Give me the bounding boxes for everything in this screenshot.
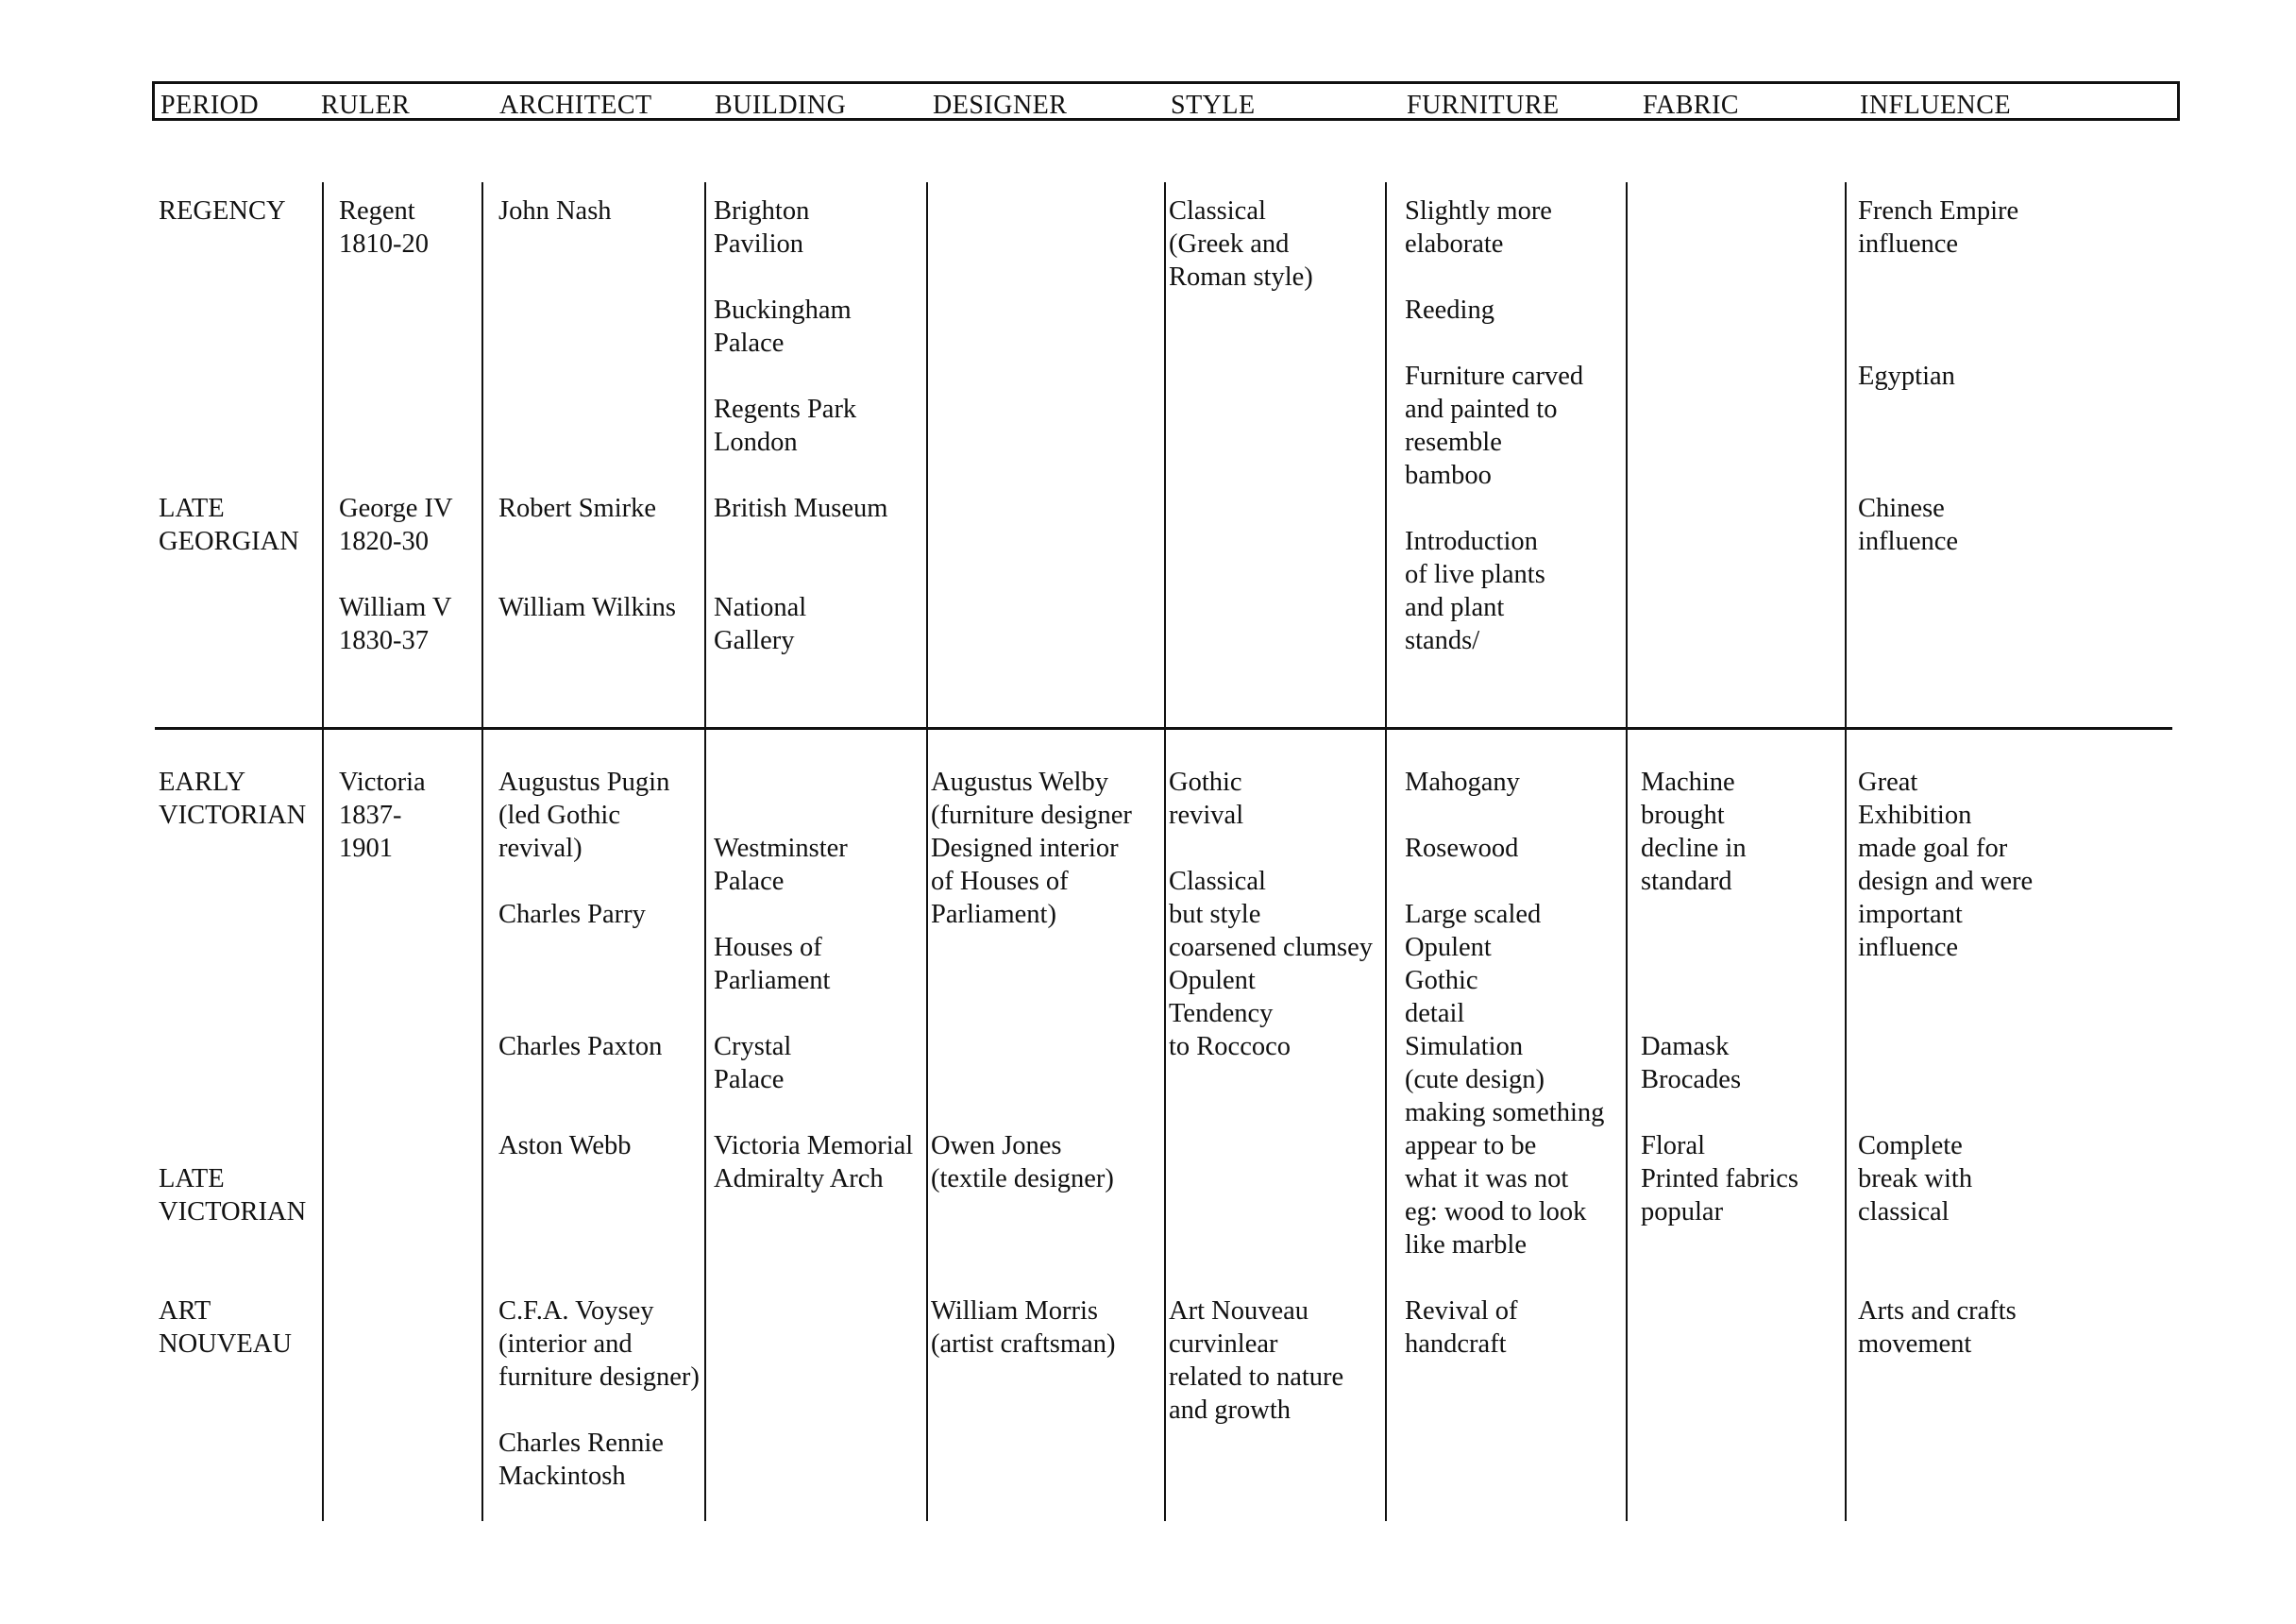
cell-line: popular (1641, 1197, 1724, 1226)
cell-line: C.F.A. Voysey (498, 1296, 654, 1326)
cell-line (1858, 327, 2018, 360)
cell-line (498, 1228, 700, 1261)
cell-line: Rosewood (1405, 834, 1519, 863)
cell-line: ART (159, 1296, 211, 1326)
header-ruler: RULER (321, 91, 411, 120)
cell-line (498, 1394, 700, 1427)
cell-line: Gallery (714, 626, 795, 655)
cell-line: Palace (714, 1065, 785, 1094)
cell-line (714, 360, 887, 393)
cell-line: VICTORIAN (159, 1197, 307, 1226)
cell-line: stands/ (1405, 626, 1480, 655)
cell-line: related to nature (1169, 1362, 1344, 1392)
cell-line (1169, 1195, 1373, 1228)
cell-line: Roman style) (1169, 262, 1313, 292)
cell-line: handcraft (1405, 1329, 1507, 1359)
cell-line: Arts and crafts (1858, 1296, 2017, 1326)
cell-line (931, 1096, 1132, 1129)
cell-line (159, 360, 299, 393)
cell-line: Reeding (1405, 296, 1494, 325)
cell-line (1169, 832, 1373, 865)
cell-line: George IV (339, 494, 453, 523)
cell-line (1405, 865, 1604, 898)
cell-line: Aston Webb (498, 1131, 632, 1160)
cell-line (1858, 1228, 2033, 1261)
cell-line: and growth (1169, 1396, 1292, 1425)
cell-line: Tendency (1169, 999, 1274, 1028)
cell-line (498, 1096, 700, 1129)
cell-line (339, 459, 453, 492)
cell-bottom-influence (1858, 766, 2033, 1361)
cell-line (1169, 1063, 1373, 1096)
cell-line: (artist craftsman) (931, 1329, 1116, 1359)
cell-line: to Roccoco (1169, 1032, 1292, 1061)
cell-line: Simulation (1405, 1032, 1524, 1061)
cell-line: William Wilkins (498, 593, 676, 622)
cell-line (498, 426, 676, 459)
cell-line (1405, 799, 1604, 832)
cell-line: Floral (1641, 1131, 1706, 1160)
cell-line: National (714, 593, 807, 622)
cell-line (931, 1063, 1132, 1096)
cell-line: elaborate (1405, 229, 1504, 259)
cell-line: Buckingham (714, 296, 852, 325)
cell-line: John Nash (498, 196, 612, 226)
cell-top-period (159, 195, 299, 558)
cell-line (498, 1195, 700, 1228)
cell-line: Westminster (714, 834, 848, 863)
cell-line: Designed interior (931, 834, 1119, 863)
cell-line: French Empire (1858, 196, 2019, 226)
cell-line: and plant (1405, 593, 1505, 622)
cell-line: LATE (159, 1164, 225, 1193)
cell-line: making something (1405, 1098, 1605, 1127)
cell-top-architect (498, 195, 676, 624)
cell-line: Charles Rennie (498, 1429, 664, 1458)
cell-line (159, 1261, 306, 1294)
cell-line: Pavilion (714, 229, 804, 259)
cell-line (1405, 327, 1583, 360)
cell-line: bamboo (1405, 461, 1492, 490)
cell-line (714, 898, 913, 931)
cell-line: decline in (1641, 834, 1747, 863)
cell-line: Gothic (1169, 768, 1242, 797)
column-divider-style (1164, 182, 1166, 1521)
cell-line: Large scaled (1405, 900, 1542, 929)
cell-line (159, 228, 299, 261)
cell-line (498, 997, 700, 1030)
cell-top-influence (1858, 195, 2018, 558)
cell-line (498, 558, 676, 591)
cell-bottom-style (1169, 766, 1373, 1427)
cell-line: influence (1858, 933, 1959, 962)
cell-line (1169, 1261, 1373, 1294)
cell-line: Brocades (1641, 1065, 1742, 1094)
cell-line: resemble (1405, 428, 1502, 457)
cell-line (498, 964, 700, 997)
cell-line (1641, 898, 1798, 931)
cell-line: GEORGIAN (159, 527, 299, 556)
cell-line: Parliament (714, 966, 831, 995)
cell-line (339, 261, 453, 294)
cell-line (714, 1096, 913, 1129)
section-separator (155, 727, 2172, 730)
cell-line: classical (1858, 1197, 1950, 1226)
cell-line (159, 865, 306, 898)
cell-line (498, 525, 676, 558)
cell-line: William Morris (931, 1296, 1098, 1326)
cell-line (498, 1162, 700, 1195)
cell-line (1858, 1096, 2033, 1129)
cell-line (931, 1195, 1132, 1228)
column-divider-architect (481, 182, 483, 1521)
cell-line (159, 931, 306, 964)
cell-bottom-period (159, 766, 306, 1361)
cell-line: (furniture designer (931, 801, 1132, 830)
cell-line (498, 1261, 700, 1294)
cell-line: (cute design) (1405, 1065, 1545, 1094)
cell-line: (led Gothic (498, 801, 621, 830)
cell-top-furniture (1405, 195, 1583, 657)
cell-line (1858, 294, 2018, 327)
cell-line: Opulent (1169, 966, 1256, 995)
cell-top-style (1169, 195, 1313, 294)
cell-line (1405, 1261, 1604, 1294)
cell-line (1858, 393, 2018, 426)
cell-line: and painted to (1405, 395, 1558, 424)
cell-bottom-designer (931, 766, 1132, 1361)
cell-line: Damask (1641, 1032, 1730, 1061)
cell-line: REGENCY (159, 196, 286, 226)
cell-line (159, 1030, 306, 1063)
cell-line (714, 997, 913, 1030)
cell-bottom-building (714, 766, 913, 1195)
cell-line: Mackintosh (498, 1462, 626, 1491)
cell-line (498, 228, 676, 261)
cell-line: Charles Paxton (498, 1032, 663, 1061)
cell-line (931, 1261, 1132, 1294)
cell-line (159, 1096, 306, 1129)
cell-line: but style (1169, 900, 1261, 929)
cell-line (1169, 1162, 1373, 1195)
cell-line: 1837- (339, 801, 402, 830)
cell-line: Brighton (714, 196, 810, 226)
cell-line (714, 459, 887, 492)
cell-line (1858, 1030, 2033, 1063)
cell-line (1169, 1228, 1373, 1261)
cell-line: Palace (714, 329, 785, 358)
cell-line (498, 327, 676, 360)
cell-line (1405, 492, 1583, 525)
cell-line: Complete (1858, 1131, 1963, 1160)
cell-line: Crystal (714, 1032, 792, 1061)
cell-line (931, 964, 1132, 997)
cell-line: Revival of (1405, 1296, 1518, 1326)
cell-line: Augustus Welby (931, 768, 1108, 797)
cell-line: Gothic (1405, 966, 1478, 995)
cell-line: furniture designer) (498, 1362, 700, 1392)
cell-line: coarsened clumsey (1169, 933, 1374, 962)
cell-line (1858, 1063, 2033, 1096)
cell-line (159, 261, 299, 294)
cell-line (1858, 261, 2018, 294)
cell-line: Introduction (1405, 527, 1538, 556)
cell-line (339, 426, 453, 459)
cell-line: Classical (1169, 867, 1266, 896)
cell-line (498, 865, 700, 898)
cell-line (714, 261, 887, 294)
cell-line (159, 997, 306, 1030)
cell-line: like marble (1405, 1230, 1527, 1260)
header-style: STYLE (1171, 91, 1256, 120)
cell-line (159, 1129, 306, 1162)
cell-line (931, 997, 1132, 1030)
cell-line: Charles Parry (498, 900, 646, 929)
cell-line: (interior and (498, 1329, 633, 1359)
cell-line (498, 459, 676, 492)
cell-line (498, 393, 676, 426)
cell-line (714, 525, 887, 558)
header-architect: ARCHITECT (499, 91, 652, 120)
cell-line: Victoria (339, 768, 426, 797)
cell-line (339, 558, 453, 591)
header-furniture: FURNITURE (1407, 91, 1560, 120)
cell-line: Great (1858, 768, 1918, 797)
cell-line: Furniture carved (1405, 362, 1584, 391)
cell-line (714, 766, 913, 799)
cell-line (1858, 1261, 2033, 1294)
cell-line (931, 931, 1132, 964)
cell-line (1169, 1129, 1373, 1162)
header-fabric: FABRIC (1643, 91, 1740, 120)
column-divider-designer (926, 182, 928, 1521)
cell-line (1858, 426, 2018, 459)
header-influence: INFLUENCE (1860, 91, 2012, 120)
cell-line (498, 261, 676, 294)
cell-bottom-ruler (339, 766, 426, 865)
cell-line: influence (1858, 527, 1959, 556)
cell-line: curvinlear (1169, 1329, 1278, 1359)
cell-line (159, 1063, 306, 1096)
cell-line: movement (1858, 1329, 1972, 1359)
cell-line: Parliament) (931, 900, 1056, 929)
cell-line (714, 558, 887, 591)
cell-line: Exhibition (1858, 801, 1972, 830)
cell-line (159, 898, 306, 931)
cell-line: 1901 (339, 834, 393, 863)
cell-bottom-fabric (1641, 766, 1798, 1228)
cell-line: William V (339, 593, 452, 622)
cell-line: Printed fabrics (1641, 1164, 1798, 1193)
cell-line: Owen Jones (931, 1131, 1062, 1160)
cell-line (159, 426, 299, 459)
cell-line (159, 294, 299, 327)
cell-line: made goal for (1858, 834, 2008, 863)
cell-line: eg: wood to look (1405, 1197, 1587, 1226)
cell-line: Regents Park (714, 395, 857, 424)
cell-line: standard (1641, 867, 1732, 896)
cell-line (498, 931, 700, 964)
header-designer: DESIGNER (933, 91, 1068, 120)
column-divider-ruler (322, 182, 324, 1521)
cell-line: EARLY (159, 768, 246, 797)
cell-line: Art Nouveau (1169, 1296, 1308, 1326)
cell-line (498, 1063, 700, 1096)
cell-line (159, 832, 306, 865)
cell-line: (Greek and (1169, 229, 1290, 259)
cell-bottom-architect (498, 766, 700, 1493)
cell-line: break with (1858, 1164, 1973, 1193)
cell-line: Mahogany (1405, 768, 1520, 797)
cell-line: design and were (1858, 867, 2034, 896)
cell-line (714, 799, 913, 832)
cell-line (339, 294, 453, 327)
cell-line (159, 459, 299, 492)
cell-line: British Museum (714, 494, 888, 523)
cell-line: brought (1641, 801, 1725, 830)
cell-line (1641, 1096, 1798, 1129)
cell-line: revival) (498, 834, 582, 863)
cell-line: appear to be (1405, 1131, 1537, 1160)
header-period: PERIOD (160, 91, 260, 120)
cell-line (159, 393, 299, 426)
cell-line (159, 1228, 306, 1261)
column-divider-building (704, 182, 706, 1521)
cell-line: (textile designer) (931, 1164, 1114, 1193)
cell-line (339, 393, 453, 426)
cell-line: revival (1169, 801, 1244, 830)
cell-line (159, 327, 299, 360)
cell-line: Houses of (714, 933, 822, 962)
cell-line (339, 327, 453, 360)
cell-line (498, 294, 676, 327)
column-divider-influence (1845, 182, 1847, 1521)
cell-line: NOUVEAU (159, 1329, 292, 1359)
cell-line: Palace (714, 867, 785, 896)
cell-line: Slightly more (1405, 196, 1552, 226)
cell-line: of Houses of (931, 867, 1069, 896)
cell-line (931, 1030, 1132, 1063)
cell-line: 1830-37 (339, 626, 429, 655)
cell-line (1858, 964, 2033, 997)
cell-line: Augustus Pugin (498, 768, 670, 797)
cell-line (1858, 459, 2018, 492)
cell-line: Victoria Memorial (714, 1131, 914, 1160)
cell-line (1641, 964, 1798, 997)
cell-line: Egyptian (1858, 362, 1955, 391)
cell-line (1169, 1096, 1373, 1129)
cell-line: Machine (1641, 768, 1735, 797)
cell-line: influence (1858, 229, 1959, 259)
cell-top-ruler (339, 195, 453, 657)
cell-line: Regent (339, 196, 415, 226)
cell-line: LATE (159, 494, 225, 523)
cell-line: Chinese (1858, 494, 1945, 523)
cell-line: London (714, 428, 798, 457)
cell-line (1641, 931, 1798, 964)
cell-line: detail (1405, 999, 1465, 1028)
header-building: BUILDING (715, 91, 847, 120)
cell-line (159, 964, 306, 997)
cell-line: VICTORIAN (159, 801, 307, 830)
cell-line: 1810-20 (339, 229, 429, 259)
column-divider-furniture (1385, 182, 1387, 1521)
cell-line (1641, 997, 1798, 1030)
cell-line (339, 360, 453, 393)
cell-line (1858, 997, 2033, 1030)
cell-line (498, 360, 676, 393)
cell-top-building (714, 195, 887, 657)
column-divider-fabric (1626, 182, 1628, 1521)
cell-line: Classical (1169, 196, 1266, 226)
cell-line (1405, 261, 1583, 294)
cell-line: important (1858, 900, 1963, 929)
cell-bottom-furniture (1405, 766, 1604, 1361)
cell-line: 1820-30 (339, 527, 429, 556)
cell-line: Opulent (1405, 933, 1492, 962)
cell-line: Robert Smirke (498, 494, 657, 523)
cell-line: what it was not (1405, 1164, 1569, 1193)
cell-line: of live plants (1405, 560, 1545, 589)
cell-line: Admiralty Arch (714, 1164, 884, 1193)
cell-line (931, 1228, 1132, 1261)
